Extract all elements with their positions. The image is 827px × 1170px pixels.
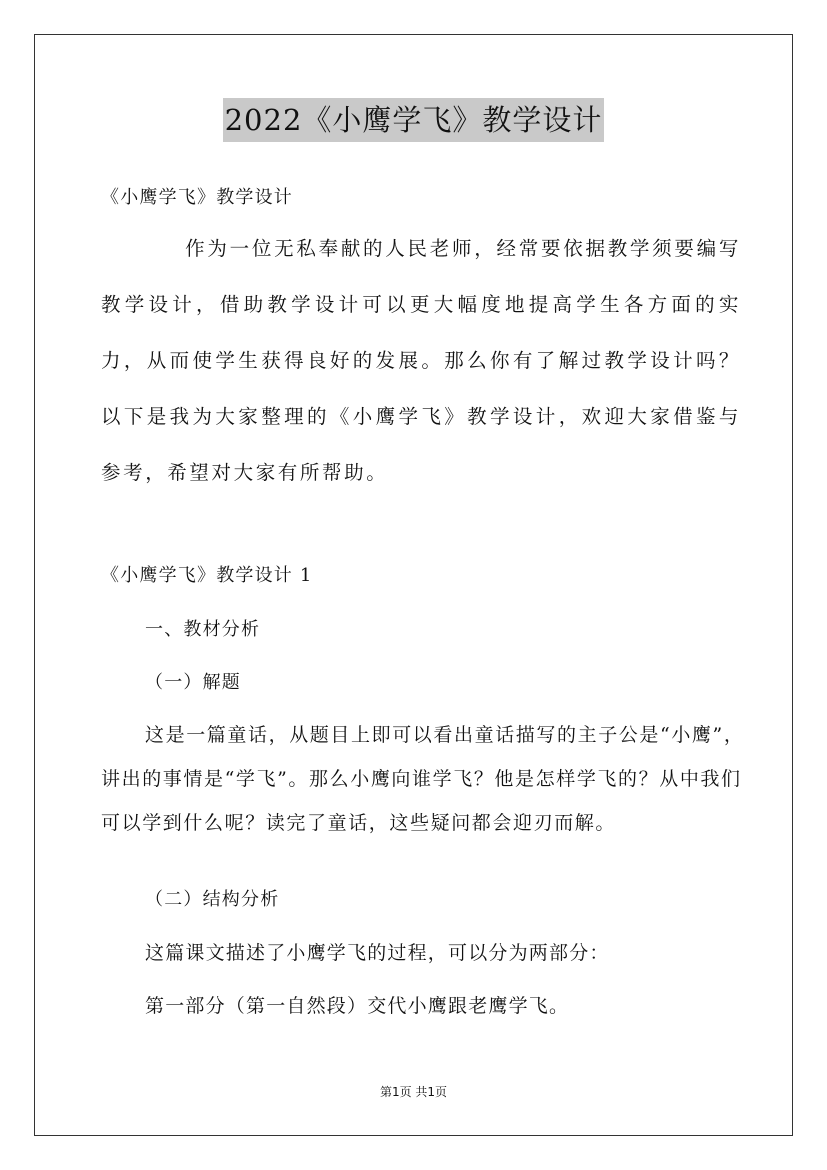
intro-paragraph bbox=[101, 221, 741, 501]
heading-title-analysis: （一）解题 bbox=[145, 672, 241, 693]
paragraph-title-analysis bbox=[101, 713, 751, 845]
paragraph-text: 这是一篇童话，从题目上即可以看出童话描写的主子公是“小鹰”，讲出的事情是“学飞”。那么小鹰向谁学飞？他是怎样学飞的？从中我们可以学到什么呢？读完了童话，这些疑问都会迎刃而解。 bbox=[101, 724, 745, 834]
heading-teaching-material: 一、教材分析 bbox=[145, 619, 261, 640]
paragraph-part-one: 第一部分（第一自然段）交代小鹰跟老鹰学飞。 bbox=[145, 995, 570, 1017]
subtitle: 《小鹰学飞》教学设计 bbox=[101, 187, 293, 208]
paragraph-structure: 这篇课文描述了小鹰学飞的过程，可以分为两部分： bbox=[145, 942, 610, 964]
document-title: 2022《小鹰学飞》教学设计 bbox=[223, 98, 605, 142]
heading-structure-analysis: （二）结构分析 bbox=[145, 889, 280, 910]
title-container bbox=[0, 98, 827, 142]
page-number: 第1页 共1页 bbox=[379, 1085, 448, 1099]
section-title: 《小鹰学飞》教学设计 1 bbox=[101, 565, 313, 586]
intro-text: 作为一位无私奉献的人民老师，经常要依据教学须要编写教学设计，借助教学设计可以更大幅度地提高学生各方面的实力，从而使学生获得良好的发展。那么你有了解过教学设计吗？以下是我为大家整理的《小鹰学飞》教学设计，欢迎大家借鉴与参考，希望对大家有所帮助。 bbox=[101, 237, 741, 484]
